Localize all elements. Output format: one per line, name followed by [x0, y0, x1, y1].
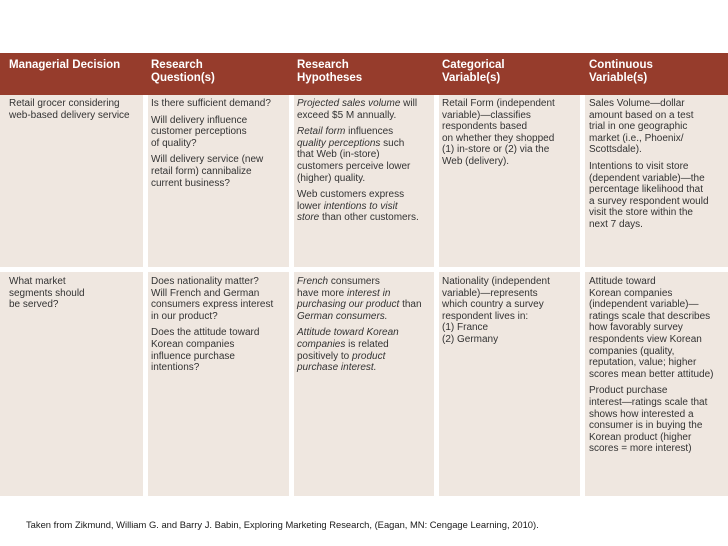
table-header-row — [0, 53, 728, 95]
row1-continuous: Sales Volume—dollar amount based on a test trial in one geographic market (i.e., Phoenix/ Scottsdale). Intentions to visit store (dependent variable)—the percentage likelihood that a survey respondent would visit the store within the next 7 days. — [589, 98, 709, 230]
row-divider — [0, 267, 728, 272]
column-divider — [143, 95, 148, 496]
header-categorical-variables: Categorical Variable(s) — [442, 59, 505, 84]
column-divider — [580, 95, 585, 496]
column-divider — [289, 95, 294, 496]
row1-categorical: Retail Form (independent variable)—classifies respondents based on whether they shopped (1) in-store or (2) via the Web (delivery). — [442, 98, 555, 167]
row1-questions: Is there sufficient demand? Will delivery influence customer perceptions of quality? Will delivery service (new retail form) cannibalize current business? — [151, 98, 271, 189]
header-managerial-decision: Managerial Decision — [9, 59, 121, 71]
header-research-hypotheses: Research Hypotheses — [297, 59, 363, 84]
header-research-questions: Research Question(s) — [151, 59, 215, 84]
source-caption: Taken from Zikmund, William G. and Barry J. Babin, Exploring Marketing Research, (Eagan, MN: Cengage Learning, 2010). — [26, 519, 539, 530]
column-divider — [434, 95, 439, 496]
row2-hypotheses: French consumers have more interest in purchasing our product than German consumers. Attitude toward Korean companies is related positively to product purchase interest. — [297, 276, 422, 374]
header-continuous-variables: Continuous Variable(s) — [589, 59, 653, 84]
row2-decision: What market segments should be served? — [9, 276, 85, 311]
row2-questions: Does nationality matter? Will French and German consumers express interest in our product? Does the attitude toward Korean companies influence purchase intentions? — [151, 276, 274, 374]
row1-hypotheses: Projected sales volume will exceed $5 M annually. Retail form influences quality perceptions such that Web (in-store) customers perceive lower (higher) quality. Web customers express lower intentions to visit store than other customers. — [297, 98, 419, 224]
row2-continuous: Attitude toward Korean companies (independent variable)— ratings scale that describes how favorably survey respondents view Korean companies (quality, reputation, value; higher scores mean better attitude) Product purchase interest—ratings scale that shows how interested a consumer is in buying the Korean product (higher scores = more interest) — [589, 276, 714, 455]
research-design-table — [0, 53, 728, 496]
row1-decision: Retail grocer considering web-based delivery service — [9, 98, 130, 121]
row2-categorical: Nationality (independent variable)—represents which country a survey respondent lives in: (1) France (2) Germany — [442, 276, 550, 345]
